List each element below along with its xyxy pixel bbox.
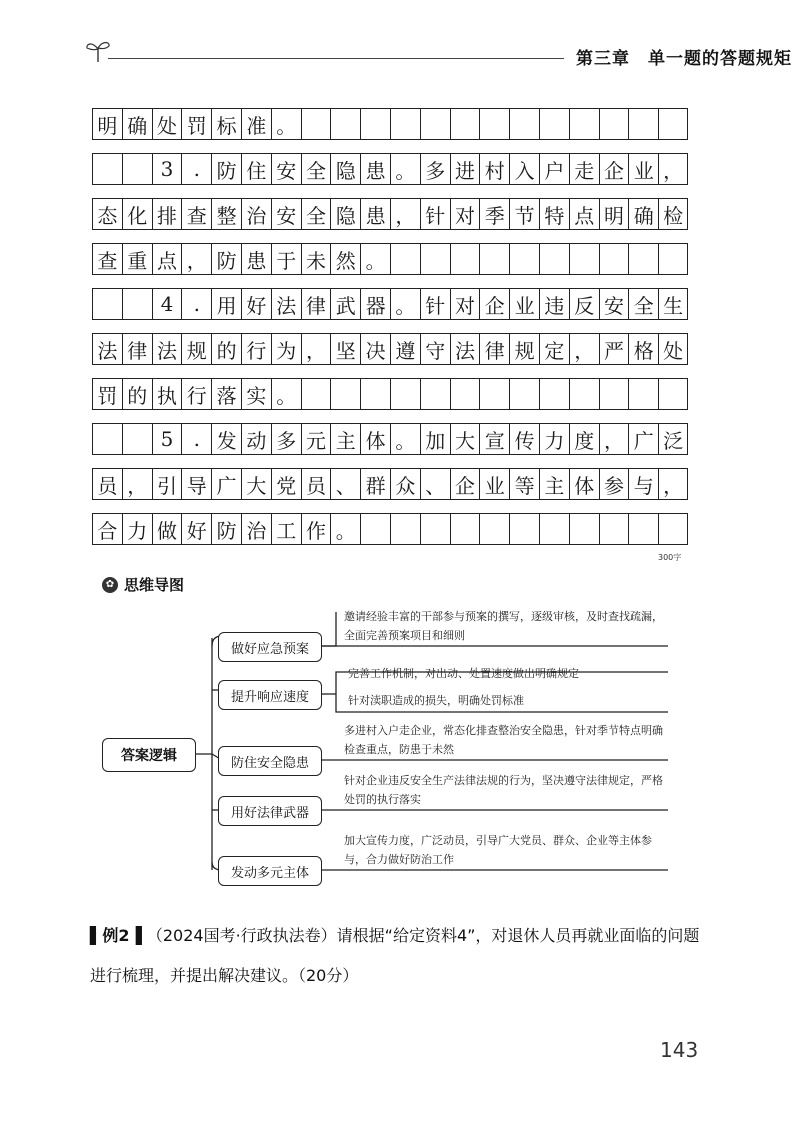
- grid-cell: 党: [271, 468, 301, 500]
- grid-cell: [658, 243, 688, 275]
- grid-cell: 、: [420, 468, 450, 500]
- grid-cell: 企: [599, 153, 629, 185]
- grid-cell: [360, 108, 390, 140]
- grid-cell: 、: [330, 468, 360, 500]
- brain-icon: ✿: [102, 577, 118, 593]
- grid-cell: .: [181, 153, 211, 185]
- grid-cell: [628, 378, 658, 410]
- grid-cell: 参: [599, 468, 629, 500]
- grid-cell: [539, 378, 569, 410]
- grid-cell: [569, 378, 599, 410]
- grid-cell: 作: [301, 513, 331, 545]
- example-tag: ▌例2▐: [90, 926, 142, 945]
- grid-cell: 4: [152, 288, 182, 320]
- header-rule: [108, 58, 564, 59]
- grid-cell: [539, 513, 569, 545]
- grid-cell: 力: [122, 513, 152, 545]
- grid-cell: 主: [539, 468, 569, 500]
- grid-cell: ，: [390, 198, 420, 230]
- grid-cell: 多: [271, 423, 301, 455]
- grid-cell: [479, 108, 509, 140]
- mindmap-detail: 完善工作机制，对出动、处置速度做出明确规定: [348, 667, 579, 680]
- grid-cell: 整: [211, 198, 241, 230]
- grid-cell: [330, 378, 360, 410]
- grid-cell: 安: [271, 198, 301, 230]
- grid-cell: 全: [628, 288, 658, 320]
- grid-cell: 防: [211, 153, 241, 185]
- grid-cell: [450, 378, 480, 410]
- grid-cell: [330, 108, 360, 140]
- grid-cell: [599, 378, 629, 410]
- grid-cell: 隐: [330, 153, 360, 185]
- example-text: （2024国考·行政执法卷）请根据“给定资料4”，对退休人员再就业面临的问题进行梳理，并提出解决建议。（20分）: [90, 926, 700, 985]
- grid-row: [92, 423, 688, 455]
- grid-cell: [122, 153, 152, 185]
- grid-cell: 大: [241, 468, 271, 500]
- grid-cell: 员: [92, 468, 122, 500]
- grid-cell: [658, 378, 688, 410]
- grid-cell: 传: [509, 423, 539, 455]
- grid-cell: 用: [211, 288, 241, 320]
- grid-cell: 村: [479, 153, 509, 185]
- grid-cell: [539, 243, 569, 275]
- grid-cell: 律: [122, 333, 152, 365]
- grid-cell: 格: [628, 333, 658, 365]
- grid-cell: [420, 378, 450, 410]
- grid-cell: 生: [658, 288, 688, 320]
- grid-cell: 定: [539, 333, 569, 365]
- grid-cell: 。: [330, 513, 360, 545]
- grid-cell: 处: [658, 333, 688, 365]
- grid-row: [92, 468, 688, 500]
- grid-cell: 遵: [390, 333, 420, 365]
- grid-row: [92, 153, 688, 185]
- grid-row: [92, 198, 688, 230]
- mindmap-branch: 提升响应速度: [218, 680, 322, 710]
- grid-cell: 广: [211, 468, 241, 500]
- grid-cell: 明: [599, 198, 629, 230]
- grid-cell: 好: [181, 513, 211, 545]
- grid-cell: 然: [330, 243, 360, 275]
- example-question: [90, 916, 705, 996]
- grid-cell: 落: [211, 378, 241, 410]
- grid-cell: 。: [390, 288, 420, 320]
- grid-cell: 律: [479, 333, 509, 365]
- grid-cell: 坚: [330, 333, 360, 365]
- grid-cell: [420, 243, 450, 275]
- grid-cell: [390, 108, 420, 140]
- grid-cell: 规: [509, 333, 539, 365]
- mindmap-detail: 多进村入户走企业，常态化排查整治安全隐患，针对季节特点明确检查重点，防患于未然: [344, 724, 663, 756]
- grid-cell: 大: [450, 423, 480, 455]
- grid-cell: 进: [450, 153, 480, 185]
- mindmap-detail: 针对渎职造成的损失，明确处罚标准: [348, 694, 524, 707]
- grid-cell: 体: [569, 468, 599, 500]
- grid-cell: [539, 108, 569, 140]
- grid-cell: [628, 108, 658, 140]
- grid-cell: ，: [599, 423, 629, 455]
- grid-cell: 规: [181, 333, 211, 365]
- grid-cell: 化: [122, 198, 152, 230]
- grid-cell: 体: [360, 423, 390, 455]
- grid-cell: 5: [152, 423, 182, 455]
- grid-cell: [569, 243, 599, 275]
- grid-cell: [301, 378, 331, 410]
- grid-cell: 实: [241, 378, 271, 410]
- grid-cell: 患: [241, 243, 271, 275]
- grid-cell: 查: [181, 198, 211, 230]
- mindmap-branch: 发动多元主体: [218, 856, 322, 886]
- grid-cell: 群: [360, 468, 390, 500]
- mindmap-branch: 做好应急预案: [218, 632, 322, 662]
- grid-cell: 广: [628, 423, 658, 455]
- grid-cell: 户: [539, 153, 569, 185]
- mindmap-detail: 针对企业违反安全生产法律法规的行为，坚决遵守法律规定，严格处罚的执行落实: [344, 774, 663, 806]
- grid-cell: 众: [390, 468, 420, 500]
- word-count: 300字: [658, 553, 682, 562]
- grid-cell: [122, 288, 152, 320]
- grid-cell: .: [181, 423, 211, 455]
- grid-cell: 加: [420, 423, 450, 455]
- grid-cell: [122, 423, 152, 455]
- mindmap-heading-text: 思维导图: [124, 576, 185, 594]
- grid-cell: 标: [211, 108, 241, 140]
- grid-cell: 节: [509, 198, 539, 230]
- page-number: 143: [660, 1038, 699, 1062]
- grid-cell: 工: [271, 513, 301, 545]
- grid-cell: 3: [152, 153, 182, 185]
- grid-cell: 力: [539, 423, 569, 455]
- grid-cell: [599, 513, 629, 545]
- grid-cell: 治: [241, 198, 271, 230]
- grid-cell: 业: [628, 153, 658, 185]
- chapter-title: 第三章 单一题的答题规矩: [576, 49, 792, 69]
- grid-cell: 于: [271, 243, 301, 275]
- grid-cell: 主: [330, 423, 360, 455]
- grid-row: [92, 108, 688, 140]
- grid-cell: 。: [271, 108, 301, 140]
- mindmap-detail: 邀请经验丰富的干部参与预案的撰写，逐级审核，及时查找疏漏，全面完善预案项目和细则: [344, 610, 663, 642]
- grid-cell: 针: [420, 288, 450, 320]
- grid-cell: 点: [569, 198, 599, 230]
- grid-cell: 行: [241, 333, 271, 365]
- grid-cell: 患: [360, 153, 390, 185]
- leaf-icon: [84, 38, 114, 64]
- grid-cell: 引: [152, 468, 182, 500]
- grid-cell: 发: [211, 423, 241, 455]
- grid-cell: 走: [569, 153, 599, 185]
- grid-cell: 与: [628, 468, 658, 500]
- grid-cell: [390, 513, 420, 545]
- grid-cell: [301, 108, 331, 140]
- grid-cell: ，: [658, 468, 688, 500]
- grid-cell: [479, 378, 509, 410]
- grid-cell: [420, 108, 450, 140]
- grid-cell: [360, 513, 390, 545]
- grid-cell: 合: [92, 513, 122, 545]
- grid-cell: [599, 108, 629, 140]
- grid-cell: [360, 378, 390, 410]
- grid-cell: ，: [658, 153, 688, 185]
- grid-cell: 法: [152, 333, 182, 365]
- grid-cell: 。: [390, 153, 420, 185]
- grid-cell: 做: [152, 513, 182, 545]
- page-header: [84, 38, 792, 69]
- grid-cell: 排: [152, 198, 182, 230]
- grid-cell: 防: [211, 243, 241, 275]
- grid-cell: 法: [450, 333, 480, 365]
- grid-cell: 对: [450, 288, 480, 320]
- grid-cell: 全: [301, 198, 331, 230]
- grid-cell: 重: [122, 243, 152, 275]
- grid-cell: [390, 378, 420, 410]
- grid-cell: [509, 243, 539, 275]
- grid-cell: 态: [92, 198, 122, 230]
- grid-cell: 企: [450, 468, 480, 500]
- grid-cell: 元: [301, 423, 331, 455]
- grid-cell: 反: [569, 288, 599, 320]
- grid-cell: 准: [241, 108, 271, 140]
- grid-cell: 企: [479, 288, 509, 320]
- grid-cell: 法: [92, 333, 122, 365]
- grid-cell: 处: [152, 108, 182, 140]
- grid-cell: [420, 513, 450, 545]
- grid-cell: 执: [152, 378, 182, 410]
- grid-row: [92, 333, 688, 365]
- grid-cell: 明: [92, 108, 122, 140]
- grid-cell: .: [181, 288, 211, 320]
- grid-cell: 违: [539, 288, 569, 320]
- grid-cell: 器: [360, 288, 390, 320]
- grid-cell: 严: [599, 333, 629, 365]
- grid-cell: [92, 153, 122, 185]
- mindmap-heading: [102, 574, 184, 595]
- grid-cell: 律: [301, 288, 331, 320]
- grid-cell: 确: [122, 108, 152, 140]
- grid-cell: [92, 423, 122, 455]
- grid-cell: 决: [360, 333, 390, 365]
- grid-cell: 入: [509, 153, 539, 185]
- grid-cell: 隐: [330, 198, 360, 230]
- grid-cell: 安: [599, 288, 629, 320]
- grid-cell: [479, 513, 509, 545]
- grid-cell: [450, 513, 480, 545]
- grid-cell: 员: [301, 468, 331, 500]
- grid-cell: ，: [181, 243, 211, 275]
- grid-cell: 好: [241, 288, 271, 320]
- grid-cell: 确: [628, 198, 658, 230]
- grid-cell: 特: [539, 198, 569, 230]
- grid-cell: [509, 513, 539, 545]
- grid-cell: 行: [181, 378, 211, 410]
- grid-cell: 。: [271, 378, 301, 410]
- grid-cell: [569, 108, 599, 140]
- grid-cell: [658, 108, 688, 140]
- grid-cell: 业: [509, 288, 539, 320]
- grid-row: [92, 513, 688, 545]
- mindmap-branch: 用好法律武器: [218, 796, 322, 826]
- grid-cell: 查: [92, 243, 122, 275]
- grid-cell: 业: [479, 468, 509, 500]
- grid-cell: [479, 243, 509, 275]
- grid-cell: 对: [450, 198, 480, 230]
- mindmap-branch: 防住安全隐患: [218, 746, 322, 776]
- grid-cell: 患: [360, 198, 390, 230]
- essay-answer-grid: [92, 108, 688, 558]
- grid-cell: 守: [420, 333, 450, 365]
- grid-cell: 未: [301, 243, 331, 275]
- grid-row: [92, 288, 688, 320]
- grid-cell: ，: [301, 333, 331, 365]
- grid-cell: 安: [271, 153, 301, 185]
- mindmap-root: 答案逻辑: [102, 738, 196, 772]
- grid-cell: ，: [569, 333, 599, 365]
- grid-cell: 检: [658, 198, 688, 230]
- grid-cell: 全: [301, 153, 331, 185]
- grid-cell: 法: [271, 288, 301, 320]
- grid-cell: 防: [211, 513, 241, 545]
- mindmap-detail: 加大宣传力度，广泛动员，引导广大党员、群众、企业等主体参与，合力做好防治工作: [344, 834, 652, 866]
- grid-cell: [658, 513, 688, 545]
- grid-cell: [628, 513, 658, 545]
- grid-cell: 的: [122, 378, 152, 410]
- grid-cell: 罚: [92, 378, 122, 410]
- grid-cell: [390, 243, 420, 275]
- grid-cell: 针: [420, 198, 450, 230]
- grid-cell: [509, 378, 539, 410]
- grid-cell: 治: [241, 513, 271, 545]
- grid-cell: [509, 108, 539, 140]
- grid-cell: 泛: [658, 423, 688, 455]
- grid-row: [92, 243, 688, 275]
- grid-cell: 导: [181, 468, 211, 500]
- grid-cell: [450, 243, 480, 275]
- grid-cell: 点: [152, 243, 182, 275]
- grid-cell: 。: [360, 243, 390, 275]
- grid-row: [92, 378, 688, 410]
- grid-cell: 等: [509, 468, 539, 500]
- grid-cell: [599, 243, 629, 275]
- grid-cell: [450, 108, 480, 140]
- grid-cell: [569, 513, 599, 545]
- grid-cell: 的: [211, 333, 241, 365]
- grid-cell: [92, 288, 122, 320]
- grid-cell: 度: [569, 423, 599, 455]
- grid-cell: 季: [479, 198, 509, 230]
- grid-cell: 罚: [181, 108, 211, 140]
- grid-cell: ，: [122, 468, 152, 500]
- grid-cell: 。: [390, 423, 420, 455]
- grid-cell: [628, 243, 658, 275]
- grid-cell: 多: [420, 153, 450, 185]
- grid-cell: 动: [241, 423, 271, 455]
- grid-cell: 住: [241, 153, 271, 185]
- grid-cell: 为: [271, 333, 301, 365]
- grid-cell: 武: [330, 288, 360, 320]
- grid-cell: 宣: [479, 423, 509, 455]
